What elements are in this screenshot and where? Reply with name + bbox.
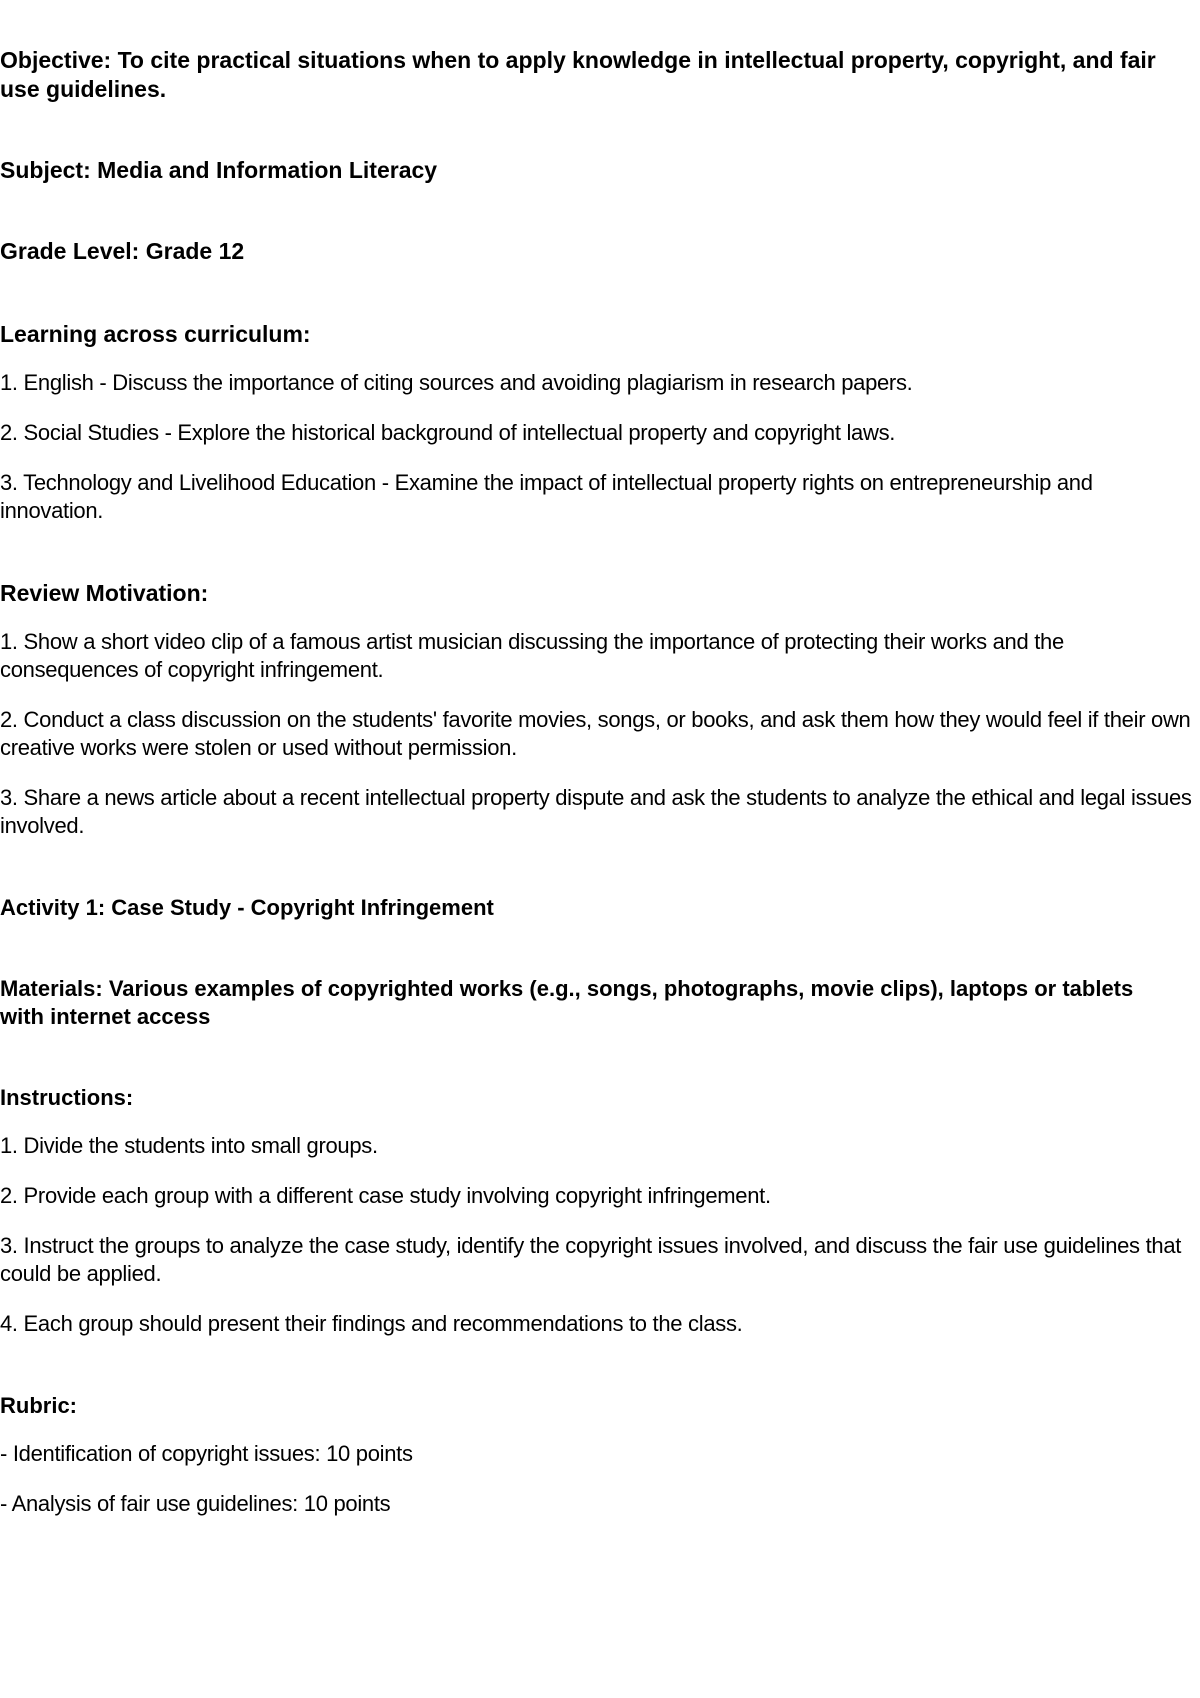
instruction-item-2: 2. Provide each group with a different case study involving copyright infringement.: [0, 1183, 771, 1208]
instruction-item-1: 1. Divide the students into small groups.: [0, 1133, 378, 1158]
motivation-item-video: 1. Show a short video clip of a famous artist musician discussing the importance of protecting their works and the consequences of copyright infringement.: [0, 629, 1064, 682]
instructions-heading: Instructions:: [0, 1085, 134, 1110]
curriculum-item-social-studies: 2. Social Studies - Explore the historical background of intellectual property and copyright laws.: [0, 420, 896, 445]
rubric-item-analysis: - Analysis of fair use guidelines: 10 points: [0, 1491, 391, 1516]
materials-heading: Materials: Various examples of copyrighted works (e.g., songs, photographs, movie clips), laptops or tablets with internet access: [0, 976, 1134, 1029]
curriculum-item-tle: 3. Technology and Livelihood Education - Examine the impact of intellectual property rights on entrepreneurship and innovation.: [0, 470, 1093, 523]
activity-1-heading: Activity 1: Case Study - Copyright Infringement: [0, 895, 494, 920]
review-motivation-heading: Review Motivation:: [0, 580, 209, 606]
rubric-heading: Rubric:: [0, 1393, 77, 1418]
instruction-item-3: 3. Instruct the groups to analyze the case study, identify the copyright issues involved, and discuss the fair use guidelines that could be applied.: [0, 1233, 1182, 1286]
grade-level-heading: Grade Level: Grade 12: [0, 238, 245, 264]
motivation-item-news: 3. Share a news article about a recent intellectual property dispute and ask the students to analyze the ethical and legal issues involved.: [0, 785, 1192, 838]
subject-heading: Subject: Media and Information Literacy: [0, 157, 438, 183]
curriculum-item-english: 1. English - Discuss the importance of citing sources and avoiding plagiarism in research papers.: [0, 370, 913, 395]
instruction-item-4: 4. Each group should present their findings and recommendations to the class.: [0, 1311, 743, 1336]
objective-heading: Objective: To cite practical situations when to apply knowledge in intellectual property, copyright, and fair use guidelines.: [0, 47, 1156, 102]
rubric-item-identification: - Identification of copyright issues: 10 points: [0, 1441, 413, 1466]
motivation-item-discussion: 2. Conduct a class discussion on the students' favorite movies, songs, or books, and ask them how they would feel if their own creative works were stolen or used without permission.: [0, 707, 1191, 760]
learning-across-curriculum-heading: Learning across curriculum:: [0, 321, 311, 347]
